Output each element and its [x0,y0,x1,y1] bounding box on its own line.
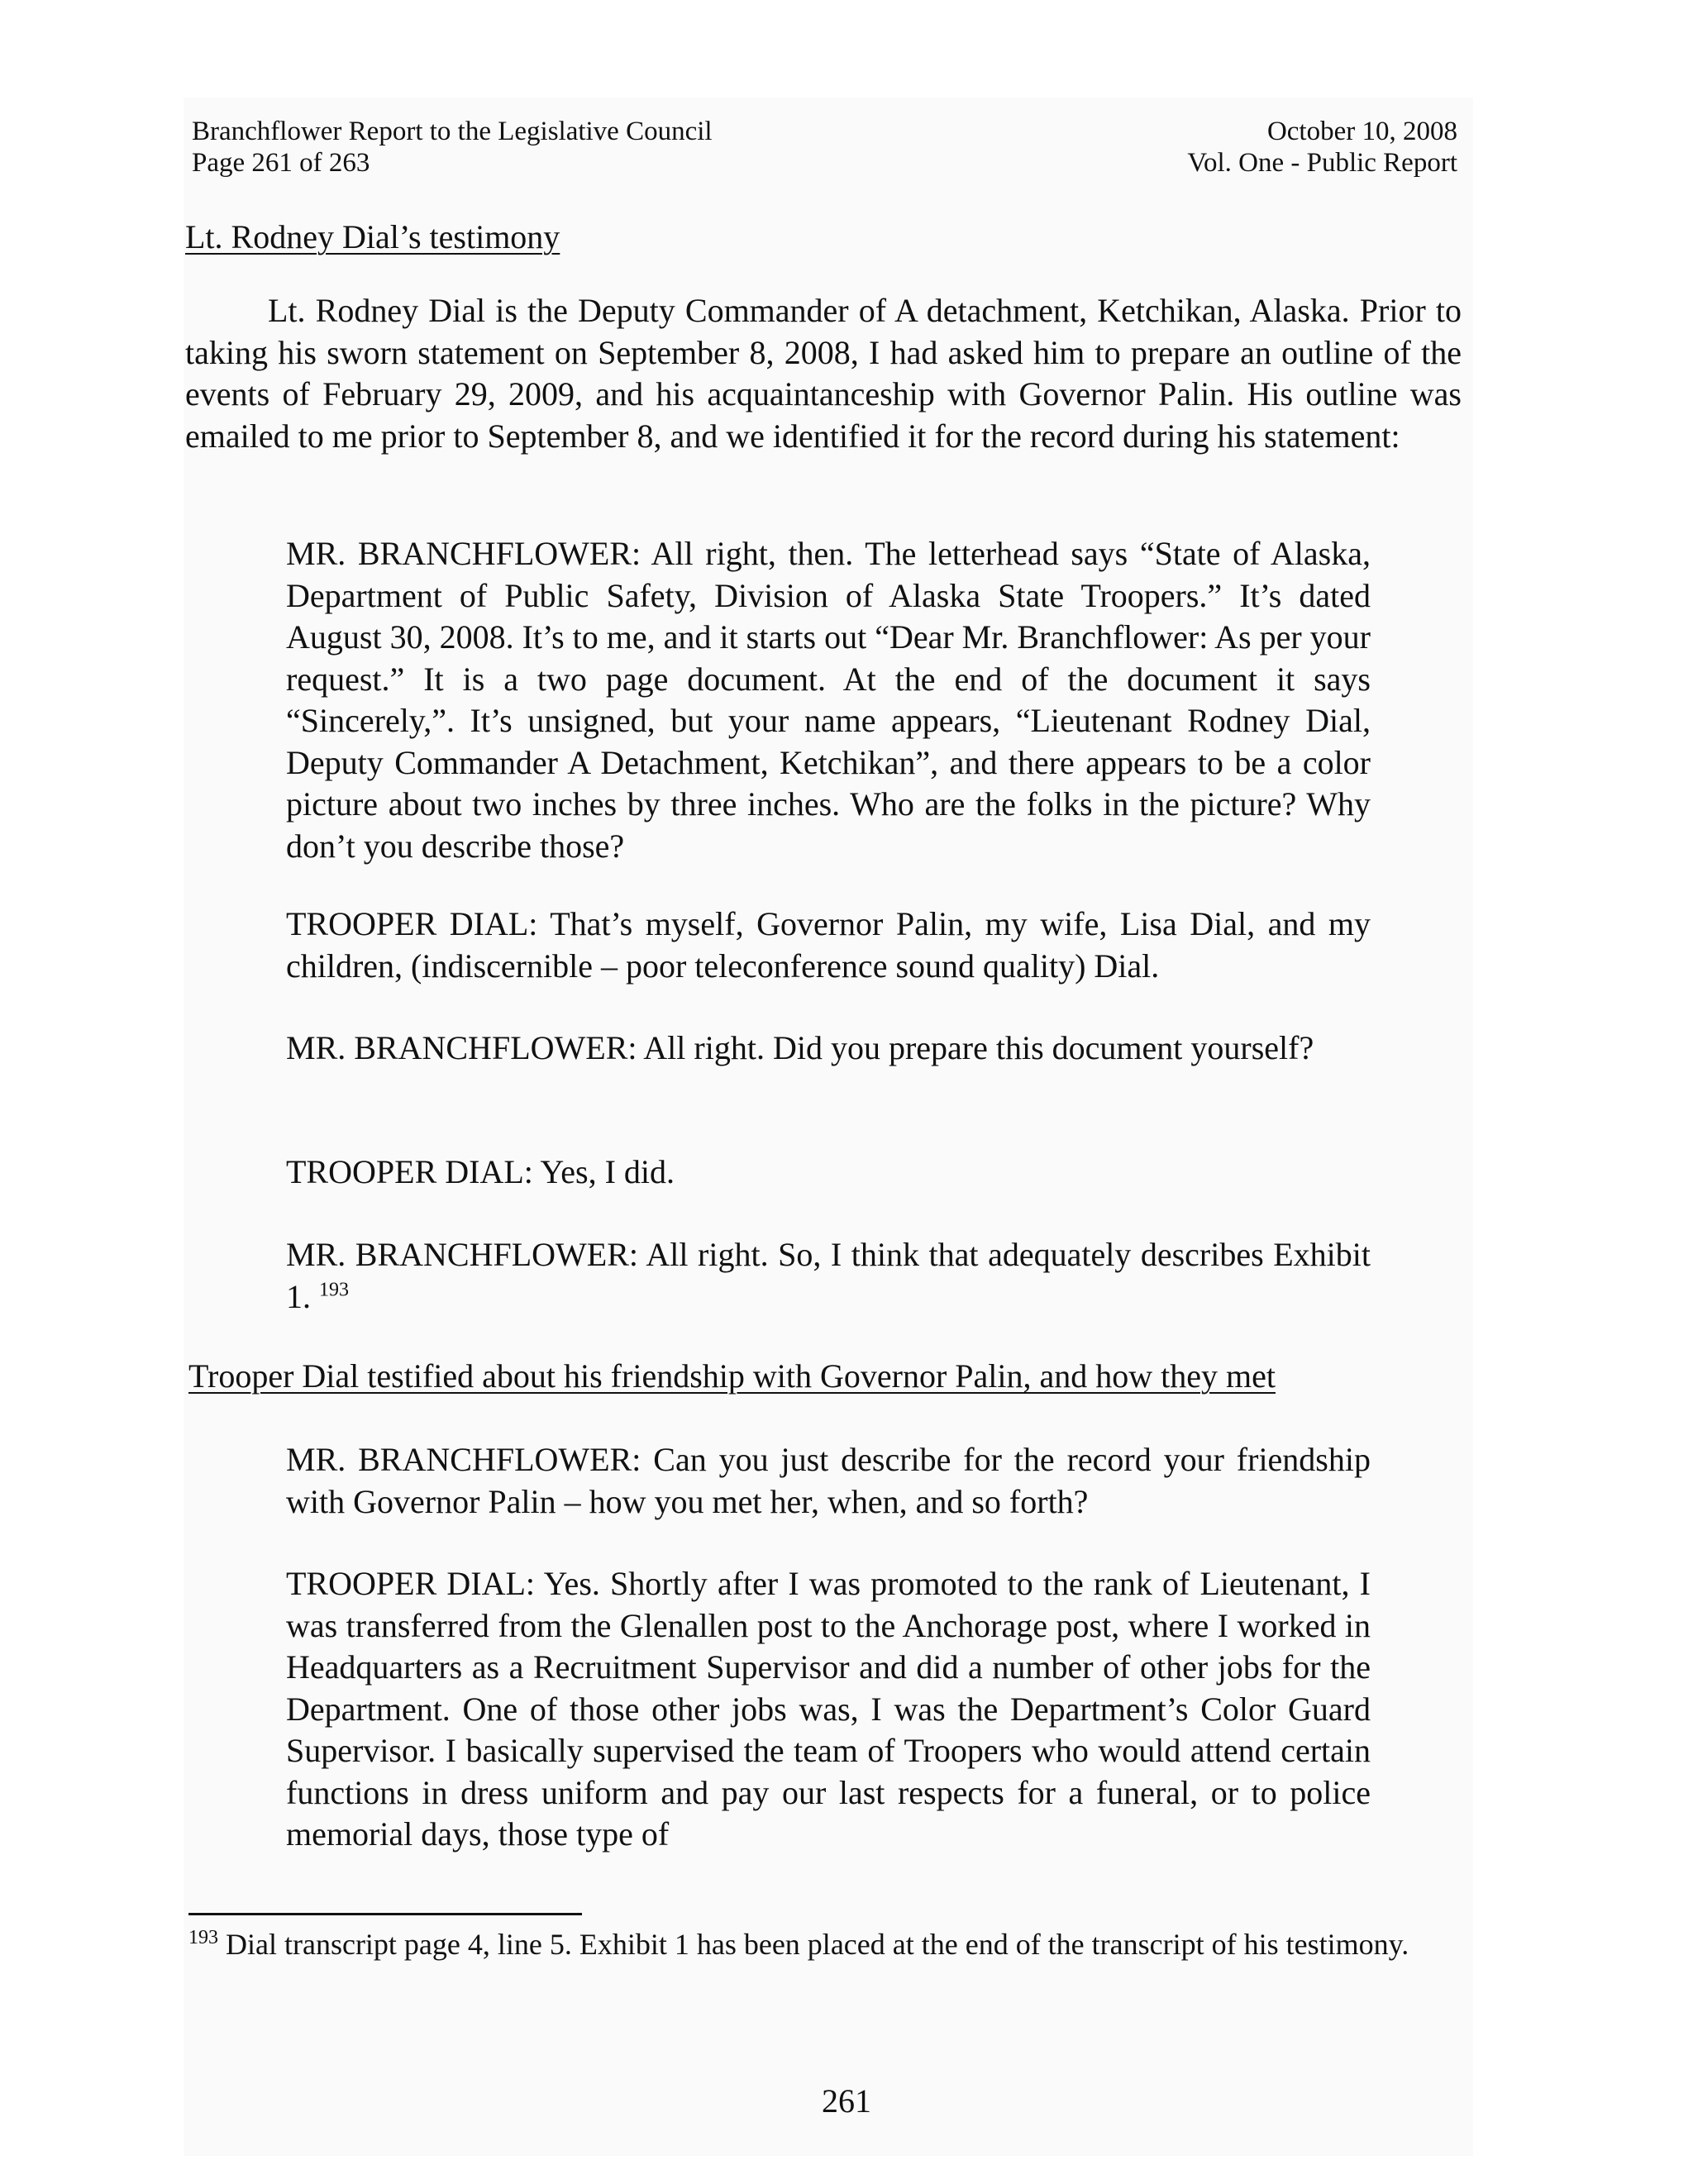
page-number: 261 [822,2082,871,2120]
quote-dial-friendship: TROOPER DIAL: Yes. Shortly after I was promoted to the rank of Lieutenant, I was transferred from the Glenallen post to the Anchorage post, where I worked in Headquarters as a Recruitment Supervisor and did a number of other jobs for the Department. One of those other jobs was, I was the Department’s Color Guard Supervisor. I basically supervised the team of Troopers who would attend certain functions in dress uniform and pay our last respects for a funeral, or to police memorial days, those type of [286,1565,1371,1853]
intro-paragraph: Lt. Rodney Dial is the Deputy Commander of A detachment, Ketchikan, Alaska. Prior to taking his sworn statement on September 8, 2008, I had asked him to prepare an outline of the events of February 29, 2009, and his acquaintanceship with Governor Palin. His outline was emailed to me prior to September 8, and we identified it for the record during his statement: [185,292,1462,455]
report-title: Branchflower Report to the Legislative Council [192,117,713,146]
quote-dial-yes: TROOPER DIAL: Yes, I did. [286,1153,675,1190]
quote-branchflower-letterhead: MR. BRANCHFLOWER: All right, then. The letterhead says “State of Alaska, Department of Public Safety, Division of Alaska State Troopers.” It’s dated August 30, 2008. It’s to me, and it starts out “Dear Mr. Branchflower: As per your request.” It is a two page document. At the end of the document it says “Sincerely,”. It’s unsigned, but your name appears, “Lieutenant Rodney Dial, Deputy Commander A Detachment, Ketchikan”, and there appears to be a color picture about two inches by three inches. Who are the folks in the picture? Why don’t you describe those? [286,535,1371,865]
quote-dial-picture: TROOPER DIAL: That’s myself, Governor Palin, my wife, Lisa Dial, and my children, (indiscernible – poor teleconference sound quality) Dial. [286,905,1371,985]
footnote-reference: 193 [319,1279,349,1301]
page-info: Page 261 of 263 [192,148,370,178]
section-heading-friendship: Trooper Dial testified about his friendship with Governor Palin, and how they met [188,1357,1276,1395]
quote-branchflower-exhibit [286,1234,1371,1318]
footnote-divider [188,1913,582,1915]
quote-branchflower-friendship: MR. BRANCHFLOWER: Can you just describe for the record your friendship with Governor Palin – how you met her, when, and so forth? [286,1441,1371,1520]
footnote-text: Dial transcript page 4, line 5. Exhibit 1 has been placed at the end of the transcript of his testimony. [218,1928,1409,1961]
running-header-right [1187,116,1457,179]
report-date: October 10, 2008 [1266,117,1457,146]
report-volume: Vol. One - Public Report [1187,148,1457,178]
section-heading-testimony: Lt. Rodney Dial’s testimony [185,218,560,255]
running-header-left [192,116,713,179]
footnote-number: 193 [188,1927,218,1948]
quote-exhibit-text: MR. BRANCHFLOWER: All right. So, I think that adequately describes Exhibit 1. [286,1236,1371,1315]
footnote [188,1926,1445,1963]
quote-branchflower-prepare: MR. BRANCHFLOWER: All right. Did you prepare this document yourself? [286,1029,1314,1066]
